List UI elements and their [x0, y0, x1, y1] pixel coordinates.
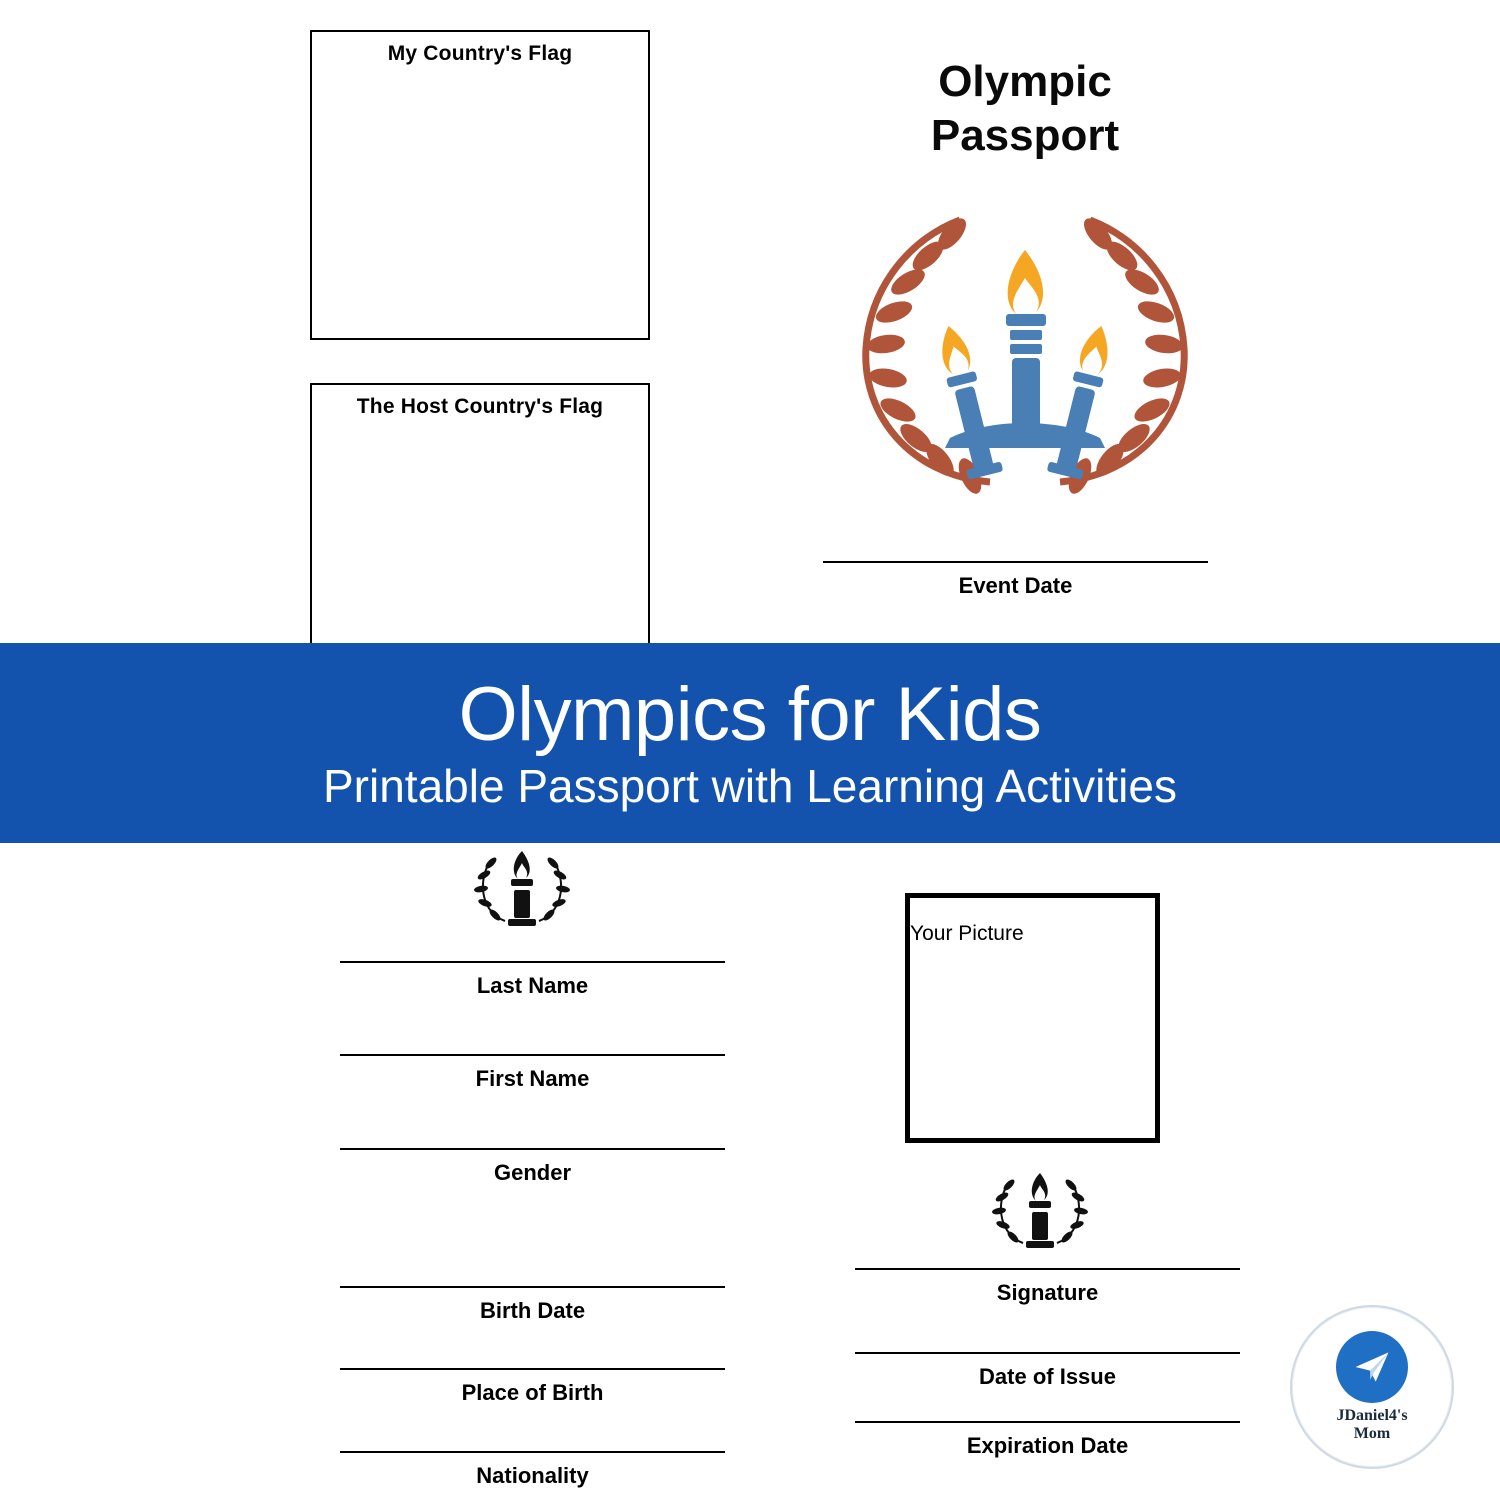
nationality-label: Nationality: [476, 1463, 589, 1488]
date-of-issue-field[interactable]: [855, 1351, 1240, 1390]
page-title-line-1: Olympic: [938, 57, 1112, 106]
event-date-rule: [823, 560, 1208, 563]
last-name-rule: [340, 960, 725, 963]
first-name-label: First Name: [475, 1066, 590, 1091]
birth-date-label: Birth Date: [479, 1298, 586, 1323]
birth-date-field[interactable]: [340, 1285, 725, 1324]
banner: [0, 643, 1500, 843]
signature-label: Signature: [996, 1280, 1099, 1305]
banner-title: Olympics for Kids: [458, 671, 1042, 757]
host-country-flag-label: The Host Country's Flag: [356, 395, 604, 418]
gender-rule: [340, 1147, 725, 1150]
event-date-label: Event Date: [958, 573, 1073, 598]
site-logo-text: [1336, 1407, 1407, 1444]
site-logo[interactable]: [1290, 1305, 1454, 1469]
your-picture-box: [905, 893, 1160, 1143]
page-title-line-2: Passport: [930, 110, 1120, 160]
my-country-flag-label: My Country's Flag: [387, 42, 573, 65]
place-of-birth-field[interactable]: [340, 1367, 725, 1406]
gender-field[interactable]: [340, 1147, 725, 1186]
first-name-field[interactable]: [340, 1053, 725, 1092]
expiration-date-field[interactable]: [855, 1420, 1240, 1459]
signature-rule: [855, 1267, 1240, 1270]
site-logo-line-2: Mom: [1353, 1425, 1391, 1442]
paper-plane-icon: [1336, 1331, 1408, 1403]
first-name-rule: [340, 1053, 725, 1056]
your-picture-label: Your Picture: [910, 922, 1024, 945]
banner-subtitle: Printable Passport with Learning Activities: [323, 759, 1177, 812]
nationality-rule: [340, 1450, 725, 1453]
date-of-issue-label: Date of Issue: [979, 1364, 1116, 1389]
last-name-field[interactable]: [340, 960, 725, 999]
my-country-flag-box: [310, 30, 650, 340]
torch-laurel-icon: [985, 1165, 1095, 1255]
gender-label: Gender: [493, 1160, 572, 1185]
place-of-birth-label: Place of Birth: [461, 1380, 604, 1405]
signature-field[interactable]: [855, 1267, 1240, 1306]
expiration-date-rule: [855, 1420, 1240, 1423]
torch-laurel-icon: [467, 843, 577, 933]
last-name-label: Last Name: [476, 973, 589, 998]
birth-date-rule: [340, 1285, 725, 1288]
site-logo-line-1: JDaniel4's: [1336, 1406, 1408, 1424]
olympic-torches-laurel-icon: [840, 190, 1210, 520]
place-of-birth-rule: [340, 1367, 725, 1370]
page-title: [800, 55, 1250, 162]
event-date-field[interactable]: [823, 560, 1208, 599]
date-of-issue-rule: [855, 1351, 1240, 1354]
expiration-date-label: Expiration Date: [966, 1433, 1129, 1458]
nationality-field[interactable]: [340, 1450, 725, 1489]
